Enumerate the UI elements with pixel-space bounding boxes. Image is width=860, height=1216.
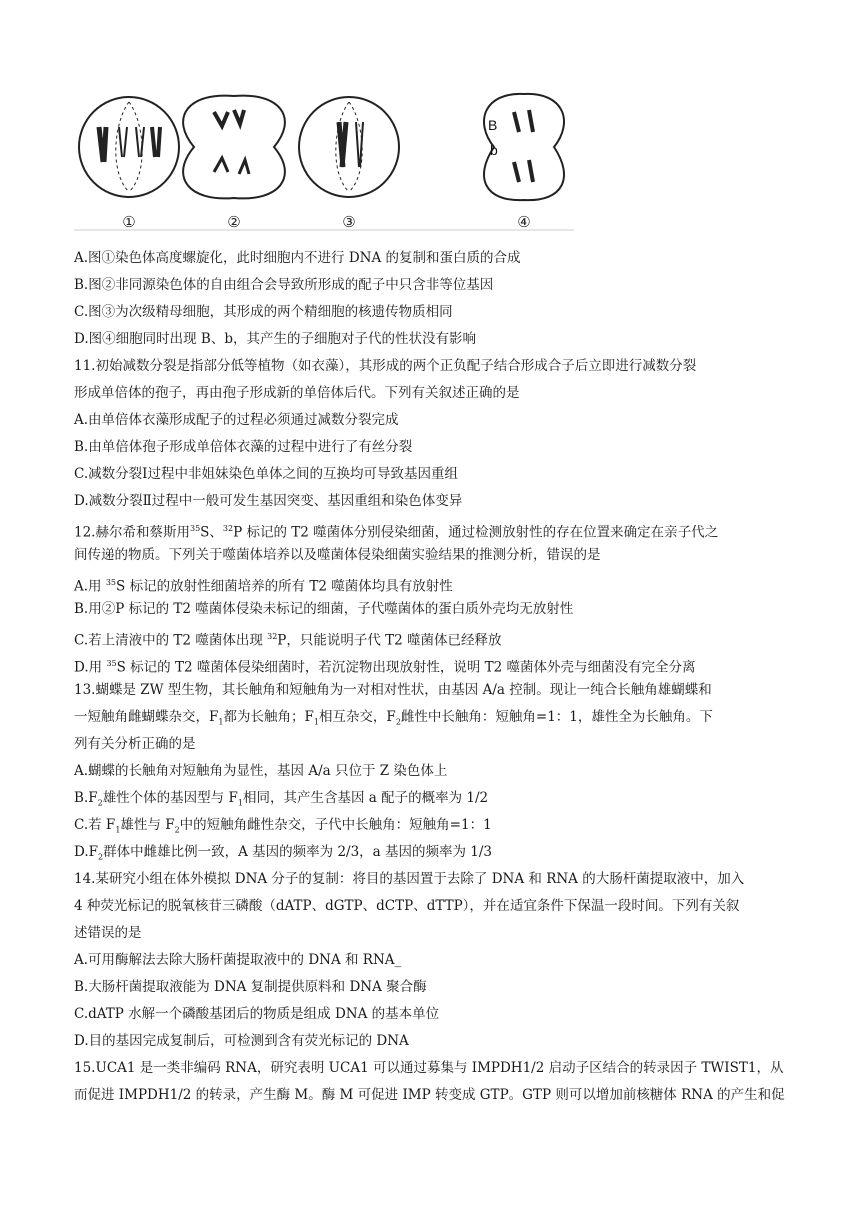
q12-option-b[interactable]: B.用②P 标记的 T2 噬菌体侵染未标记的细菌，子代噬菌体的蛋白质外壳均无放射性 xyxy=(74,601,574,617)
q15-stem-line1: 15.UCA1 是一类非编码 RNA，研究表明 UCA1 可以通过募集与 IMPDH1/2 启动子区结合的转录因子 TWIST1，从 xyxy=(74,1060,784,1076)
q11-stem-line2: 形成单倍体的孢子，再由孢子形成新的单倍体后代。下列有关叙述正确的是 xyxy=(74,385,520,401)
gene-label-b: b xyxy=(490,142,498,158)
q13-stem-line1: 13.蝴蝶是 ZW 型生物，其长触角和短触角为一对相对性状，由基因 A/a 控制。现让一纯合长触角雄蝴蝶和 xyxy=(74,682,712,698)
q13-option-c[interactable]: C.若 $F_1$雄性与 $F_2$中的短触角雌性杂交，子代中长触角：短触角=1：1 xyxy=(74,817,492,835)
question-15 xyxy=(74,1055,800,1109)
q11-stem-line1: 11.初始减数分裂是指部分低等植物（如衣藻），其形成的两个正负配子结合形成合子后立即进行减数分裂 xyxy=(74,358,697,374)
cell-division-figure xyxy=(74,82,574,232)
q12-option-a[interactable]: A.用 $^{35}$S 标记的放射性细菌培养的所有 T2 噬菌体均具有放射性 xyxy=(74,578,453,595)
q13-option-a[interactable]: A.蝴蝶的长触角对短触角为显性，基因 A/a 只位于 Z 染色体上 xyxy=(74,763,448,779)
q10-option-b[interactable]: B.图②非同源染色体的自由组合会导致所形成的配子中只含非等位基因 xyxy=(74,277,494,293)
gene-label-B: B xyxy=(488,117,498,133)
q13-option-b[interactable]: $B.F_2$雄性个体的基因型与 $F_1$相同，其产生含基因 a 配子的概率为 1/2 xyxy=(74,790,489,808)
q12-stem-line2: 间传递的物质。下列关于噬菌体培养以及噬菌体侵染细菌实验结果的推测分析，错误的是 xyxy=(74,547,601,563)
cell-diagram xyxy=(74,82,574,232)
q11-option-a[interactable]: A.由单倍体衣藻形成配子的过程必须通过减数分裂完成 xyxy=(74,412,399,428)
q11-option-b[interactable]: B.由单倍体孢子形成单倍体衣藻的过程中进行了有丝分裂 xyxy=(74,439,413,455)
q14-stem-line2: 4 种荧光标记的脱氧核苷三磷酸（dATP、dGTP、dCTP、dTTP），并在适宜条件下保温一段时间。下列有关叙 xyxy=(74,898,740,914)
question-12 xyxy=(74,515,800,677)
q14-option-d[interactable]: D.目的基因完成复制后，可检测到含有荧光标记的 DNA xyxy=(74,1033,409,1049)
question-11 xyxy=(74,353,800,515)
question-10-options xyxy=(74,245,800,353)
q14-stem-line1: 14.某研究小组在体外模拟 DNA 分子的复制：将目的基因置于去除了 DNA 和 RNA 的大肠杆菌提取液中，加入 xyxy=(74,871,745,887)
q13-stem-line2: 一短触角雌蝴蝶杂交，$F_1$都为长触角；$F_1$相互杂交，$F_2$雌性中长触角：短触角=1：1，雄性全为长触角。下 xyxy=(74,709,713,727)
q10-option-c[interactable]: C.图③为次级精母细胞，其形成的两个精细胞的核遗传物质相同 xyxy=(74,304,453,320)
figure-label-1: ① xyxy=(122,213,136,231)
q14-stem-line3: 述错误的是 xyxy=(74,925,142,941)
cell-3-membrane xyxy=(299,97,399,197)
figure-label-4: ④ xyxy=(517,213,531,231)
figure-label-3: ③ xyxy=(342,213,356,231)
q15-stem-line2: 而促进 IMPDH1/2 的转录，产生酶 M。酶 M 可促进 IMP 转变成 GTP。GTP 则可以增加前核糖体 RNA 的产生和促 xyxy=(74,1087,785,1103)
q12-option-d[interactable]: D.用 $^{35}$S 标记的 T2 噬菌体侵染细菌时，若沉淀物出现放射性，说明 T2 噬菌体外壳与细菌没有完全分离 xyxy=(74,659,696,676)
q14-option-b[interactable]: B.大肠杆菌提取液能为 DNA 复制提供原料和 DNA 聚合酶 xyxy=(74,979,427,995)
cell-1-membrane xyxy=(79,97,179,197)
figure-label-2: ② xyxy=(227,213,241,231)
q11-option-d[interactable]: D.减数分裂Ⅱ过程中一般可发生基因突变、基因重组和染色体变异 xyxy=(74,493,463,509)
question-13 xyxy=(74,677,800,866)
question-14 xyxy=(74,866,800,1055)
q11-option-c[interactable]: C.减数分裂Ⅰ过程中非姐妹染色单体之间的互换均可导致基因重组 xyxy=(74,466,458,482)
q12-option-c[interactable]: C.若上清液中的 T2 噬菌体出现 $^{32}$P，只能说明子代 T2 噬菌体已经释放 xyxy=(74,632,502,649)
q14-option-c[interactable]: C.dATP 水解一个磷酸基团后的物质是组成 DNA 的基本单位 xyxy=(74,1006,440,1022)
q10-option-d[interactable]: D.图④细胞同时出现 B、b，其产生的子细胞对子代的性状没有影响 xyxy=(74,331,476,347)
q14-option-a[interactable]: A.可用酶解法去除大肠杆菌提取液中的 DNA 和 RNA_ xyxy=(74,952,402,968)
q12-stem-line1: 12.赫尔希和蔡斯用$^{35}$S、$^{32}$P 标记的 T2 噬菌体分别侵染细菌，通过检测放射性的存在位置来确定在亲子代之 xyxy=(74,524,719,541)
q10-option-a[interactable]: A.图①染色体高度螺旋化，此时细胞内不进行 DNA 的复制和蛋白质的合成 xyxy=(74,250,521,266)
q13-stem-line3: 列有关分析正确的是 xyxy=(74,736,196,752)
q13-option-d[interactable]: $D.F_2$群体中雌雄比例一致，A 基因的频率为 2/3，a 基因的频率为 1/3 xyxy=(74,844,493,862)
